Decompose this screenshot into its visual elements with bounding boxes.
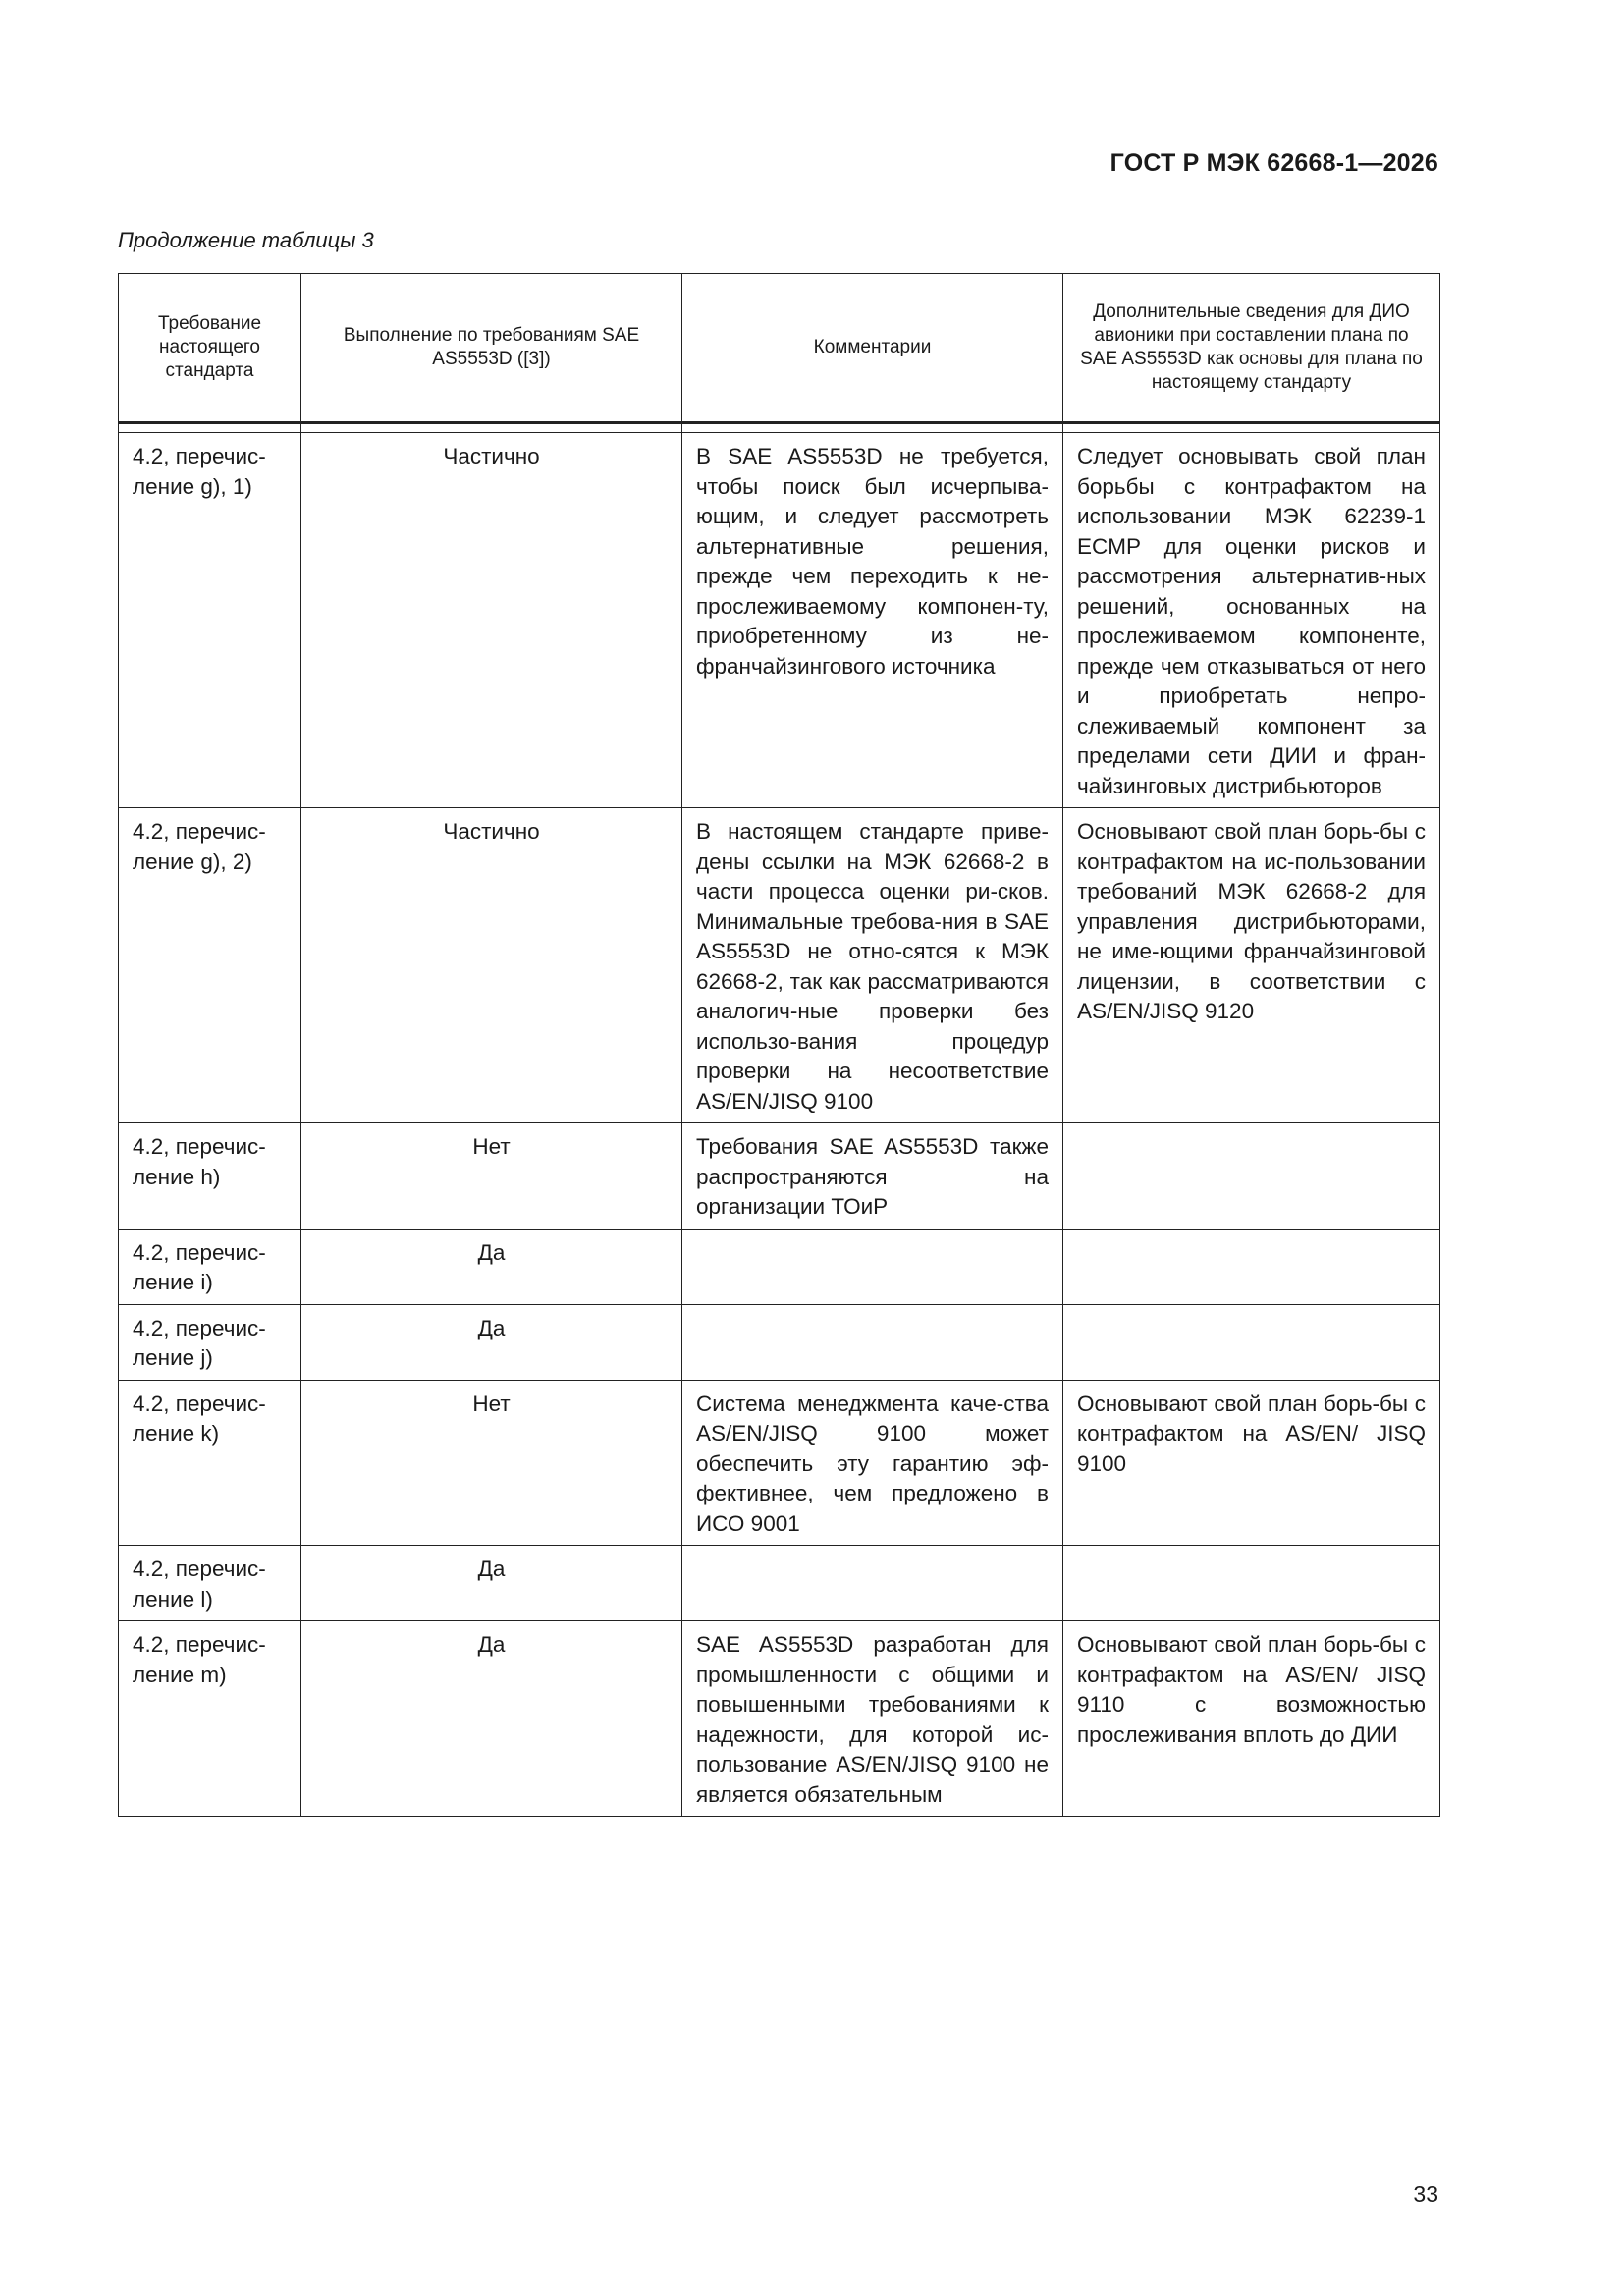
- compliance-cell: Да: [301, 1229, 682, 1304]
- compliance-cell: Да: [301, 1621, 682, 1817]
- document-code: ГОСТ Р МЭК 62668-1—2026: [1109, 149, 1438, 177]
- additional-info-cell: [1063, 1546, 1440, 1621]
- requirement-cell: 4.2, перечис-ление j): [119, 1304, 301, 1380]
- comment-cell: [682, 1546, 1063, 1621]
- table-row: [119, 1380, 1440, 1546]
- compliance-cell: Да: [301, 1304, 682, 1380]
- additional-info-cell: Основывают свой план борь-бы с контрафактом на AS/EN/ JISQ 9100: [1063, 1380, 1440, 1546]
- table-row: [119, 1123, 1440, 1230]
- compliance-cell: Нет: [301, 1123, 682, 1230]
- table-header-row: [119, 274, 1440, 423]
- column-header-additional-info: Дополнительные сведения для ДИО авионики при составлении плана по SAE AS5553D как основы для плана по настоящему стандарту: [1063, 274, 1440, 423]
- table-row: [119, 1304, 1440, 1380]
- requirement-cell: 4.2, перечис-ление k): [119, 1380, 301, 1546]
- requirement-cell: 4.2, перечис-ление m): [119, 1621, 301, 1817]
- additional-info-cell: [1063, 1123, 1440, 1230]
- requirement-cell: 4.2, перечис-ление g), 1): [119, 433, 301, 808]
- compliance-cell: Частично: [301, 808, 682, 1123]
- page-number: 33: [1413, 2181, 1438, 2207]
- comment-cell: В настоящем стандарте приве-дены ссылки на МЭК 62668-2 в части процесса оценки ри-сков. Минимальные требова-ния в SAE AS5553D не отно-сятся к МЭК 62668-2, так как рассматриваются аналогич-ные проверки без использо-вания процедур проверки на несоответствие AS/EN/JISQ 9100: [682, 808, 1063, 1123]
- requirements-table: [118, 273, 1440, 1817]
- comment-cell: [682, 1304, 1063, 1380]
- compliance-cell: Нет: [301, 1380, 682, 1546]
- table-row: [119, 1546, 1440, 1621]
- comment-cell: Система менеджмента каче-ства AS/EN/JISQ 9100 может обеспечить эту гарантию эф-фективнее, чем предложено в ИСО 9001: [682, 1380, 1063, 1546]
- requirement-cell: 4.2, перечис-ление i): [119, 1229, 301, 1304]
- compliance-cell: Частично: [301, 433, 682, 808]
- additional-info-cell: Основывают свой план борь-бы с контрафактом на AS/EN/ JISQ 9110 с возможностью прослеживания вплоть до ДИИ: [1063, 1621, 1440, 1817]
- additional-info-cell: Основывают свой план борь-бы с контрафактом на ис-пользовании требований МЭК 62668-2 для управления дистрибьюторами, не име-ющими франчайзинговой лицензии, в соответствии с AS/EN/JISQ 9120: [1063, 808, 1440, 1123]
- table-caption: Продолжение таблицы 3: [118, 228, 374, 252]
- column-header-comments: Комментарии: [682, 274, 1063, 423]
- column-header-requirement: Требование настоящего стандарта: [119, 274, 301, 423]
- column-header-compliance: Выполнение по требованиям SAE AS5553D ([3]): [301, 274, 682, 423]
- compliance-cell: Да: [301, 1546, 682, 1621]
- comment-cell: В SAE AS5553D не требуется, чтобы поиск был исчерпыва-ющим, и следует рассмотреть альтернативные решения, прежде чем переходить к не-прослеживаемому компонен-ту, приобретенному из не-франчайзингового источника: [682, 433, 1063, 808]
- header-separator: [119, 423, 1440, 433]
- requirement-cell: 4.2, перечис-ление l): [119, 1546, 301, 1621]
- comment-cell: Требования SAE AS5553D также распространяются на организации ТОиР: [682, 1123, 1063, 1230]
- table-row: [119, 1229, 1440, 1304]
- table-row: [119, 433, 1440, 808]
- requirement-cell: 4.2, перечис-ление g), 2): [119, 808, 301, 1123]
- requirement-cell: 4.2, перечис-ление h): [119, 1123, 301, 1230]
- additional-info-cell: [1063, 1304, 1440, 1380]
- comment-cell: SAE AS5553D разработан для промышленности с общими и повышенными требованиями к надежности, для которой ис-пользование AS/EN/JISQ 9100 не является обязательным: [682, 1621, 1063, 1817]
- additional-info-cell: [1063, 1229, 1440, 1304]
- comment-cell: [682, 1229, 1063, 1304]
- table-row: [119, 808, 1440, 1123]
- additional-info-cell: Следует основывать свой план борьбы с контрафактом на использовании МЭК 62239-1 ECMP для оценки рисков и рассмотрения альтернатив-ных решений, основанных на прослеживаемом компоненте, прежде чем отказываться от него и приобретать непро-слеживаемый компонент за пределами сети ДИИ и фран-чайзинговых дистрибьюторов: [1063, 433, 1440, 808]
- table-row: [119, 1621, 1440, 1817]
